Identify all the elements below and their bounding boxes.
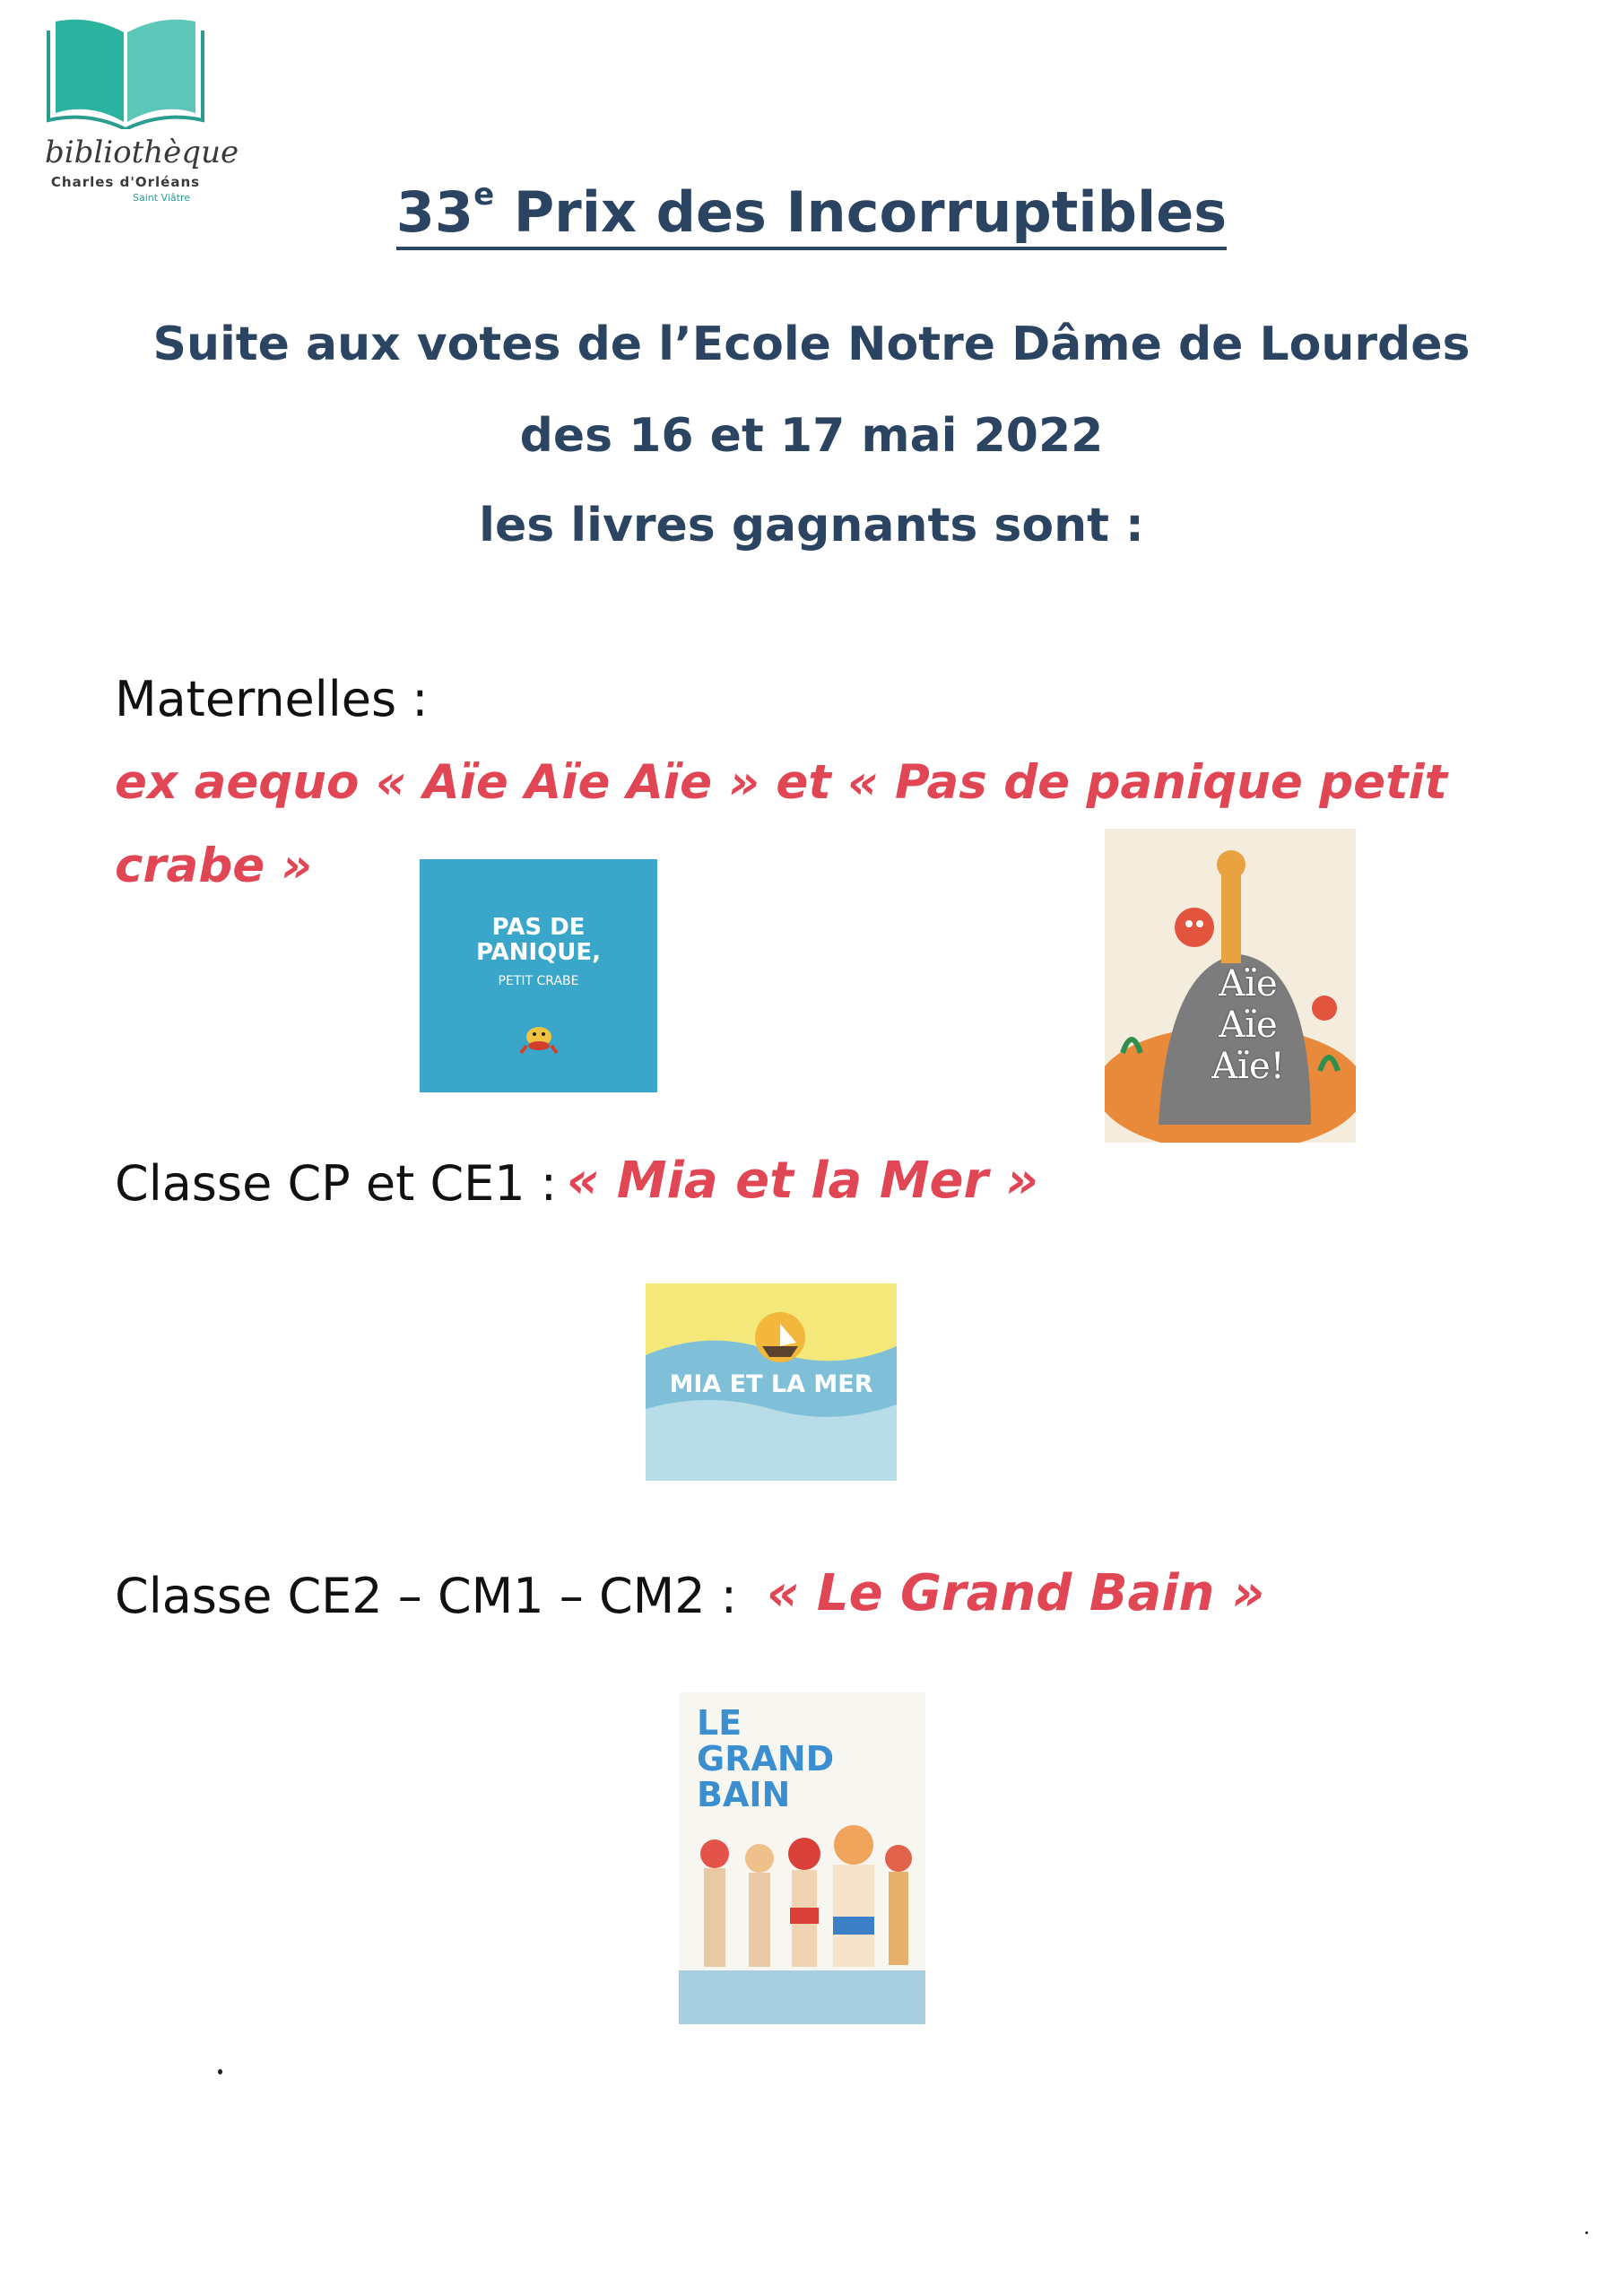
title-number: 33 (395, 179, 474, 245)
cover-pas-title-line-1: PAS DE (491, 914, 586, 941)
page-title (0, 179, 1623, 250)
cover-aie-title-line-3: Aïe! (1211, 1046, 1285, 1087)
title-superscript: e (473, 177, 495, 213)
cover-le-grand-bain (679, 1692, 925, 2024)
cp-ce1-winner: « Mia et la Mer » (567, 1152, 1039, 1210)
cover-pas-title-line-2: PANIQUE, (475, 939, 602, 966)
maternelles-label: Maternelles : (115, 671, 429, 727)
cover-aie-title-line-2: Aïe (1219, 1004, 1278, 1046)
cover-bain-title-line-1: LE (697, 1703, 742, 1743)
logo-line-3: Saint Viâtre (132, 192, 190, 204)
logo-line-1: bibliothèque (45, 135, 239, 170)
cover-bain-title (697, 1705, 876, 1813)
cover-pas-subtitle: PETIT CRABE (498, 974, 579, 988)
open-book-icon (45, 13, 206, 129)
cp-ce1-label: Classe CP et CE1 : (115, 1155, 557, 1212)
cover-mia-et-la-mer (646, 1283, 897, 1481)
subtitle-line-1: Suite aux votes de l’Ecole Notre Dâme de Lourdes (152, 317, 1471, 371)
ce2-cm1-cm2-winner: « Le Grand Bain » (767, 1564, 1265, 1622)
cover-bain-title-line-2: GRAND (697, 1739, 835, 1779)
cover-aie-title (1159, 963, 1338, 1087)
library-logo (45, 13, 239, 204)
crab-icon (516, 1012, 561, 1057)
scan-speck (218, 2069, 222, 2074)
cover-aie-title-line-1: Aïe (1219, 963, 1278, 1004)
cover-bain-title-line-3: BAIN (697, 1775, 791, 1814)
maternelles-winner-line-1: ex aequo « Aïe Aïe Aïe » et « Pas de panique petit (115, 755, 1447, 810)
cover-pas-de-panique (420, 859, 657, 1092)
cover-pas-title (420, 915, 657, 965)
subtitle-line-3: les livres gagnants sont : (479, 499, 1144, 552)
logo-line-2: Charles d'Orléans (50, 174, 201, 190)
cover-aie-aie-aie (1105, 829, 1356, 1143)
title-text: Prix des Incorruptibles (494, 179, 1228, 245)
subtitle-line-2: des 16 et 17 mai 2022 (519, 409, 1104, 463)
maternelles-winner-line-2: crabe » (115, 839, 313, 893)
cover-mia-title: MIA ET LA MER (669, 1370, 873, 1398)
scan-speck (1585, 2231, 1588, 2234)
ce2-cm1-cm2-label: Classe CE2 – CM1 – CM2 : (115, 1568, 737, 1624)
